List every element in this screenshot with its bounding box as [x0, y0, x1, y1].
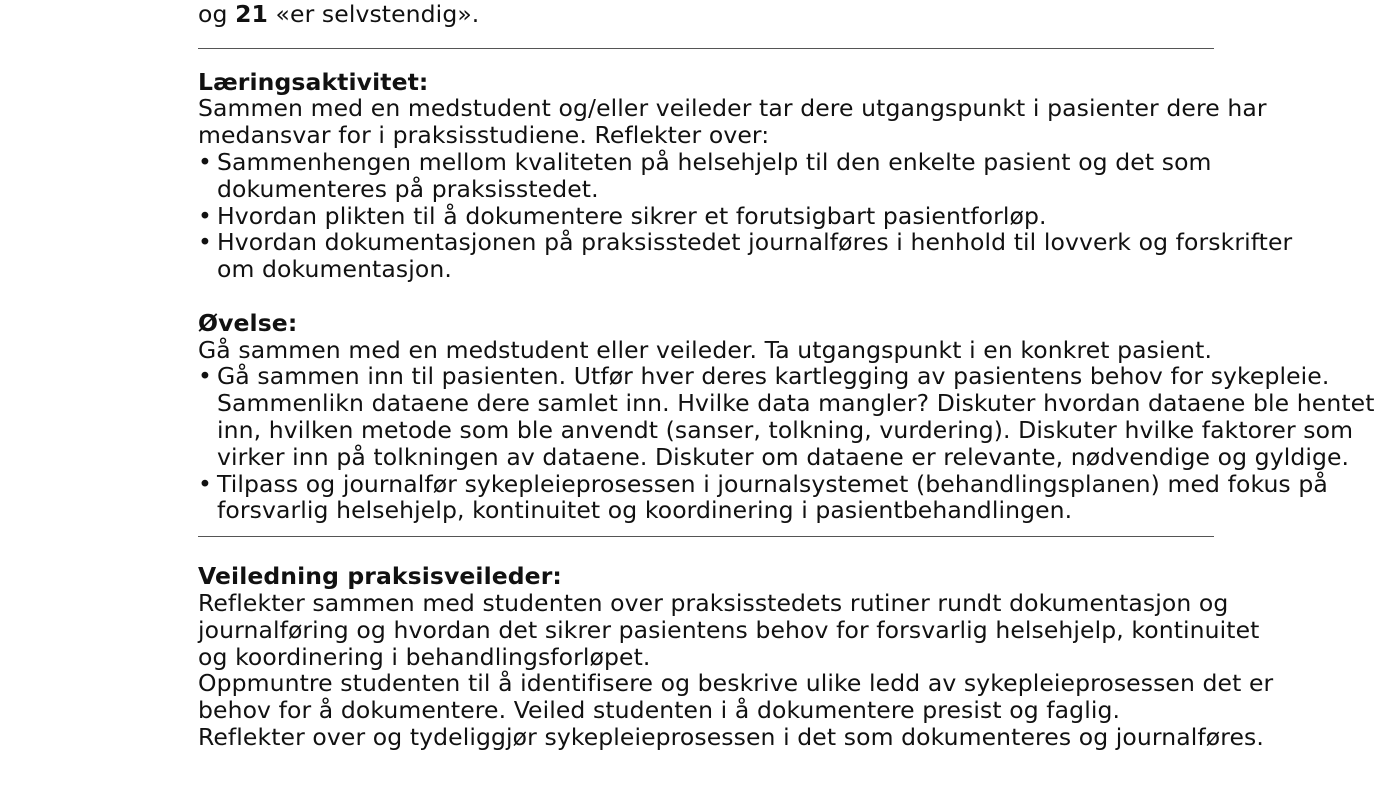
- bullet-icon: •: [198, 362, 212, 391]
- bullet-icon: •: [198, 201, 212, 230]
- bullet-continuation: virker inn på tolkningen av dataene. Diskuter om dataene er relevante, nødvendige og gyldige.: [217, 442, 1350, 471]
- bullet-text: Hvordan dokumentasjonen på praksisstedet journalføres i henhold til lovverk og forskrifter: [217, 228, 1293, 257]
- paragraph-line: Reflekter over og tydeliggjør sykepleieprosessen i det som dokumenteres og journalføres.: [198, 722, 1264, 751]
- paragraph-line: journalføring og hvordan det sikrer pasientens behov for forsvarlig helsehjelp, kontinuitet: [198, 615, 1260, 644]
- point-21: 21: [235, 0, 268, 28]
- intro-text: og: [198, 0, 236, 28]
- point-20: [699, 0, 732, 1]
- paragraph-line: Gå sammen med en medstudent eller veileder. Ta utgangspunkt i en konkret pasient.: [198, 335, 1213, 364]
- bullet-item: [198, 149, 1214, 176]
- paragraph-line: og koordinering i behandlingsforløpet.: [198, 642, 651, 671]
- bullet-continuation: inn, hvilken metode som ble anvendt (sanser, tolkning, vurdering). Diskuter hvilke faktorer som: [217, 415, 1354, 444]
- intro-text: [732, 0, 1274, 1]
- guidance-heading: Veiledning praksisveileder:: [198, 562, 562, 591]
- paragraph-line: Reflekter sammen med studenten over praksisstedets rutiner rundt dokumentasjon og: [198, 588, 1229, 617]
- learning-heading: Læringsaktivitet:: [198, 67, 429, 96]
- intro-line-2: [198, 1, 1214, 28]
- bullet-text: Hvordan plikten til å dokumentere sikrer et forutsigbart pasientforløp.: [217, 201, 1047, 230]
- bullet-text: Tilpass og journalfør sykepleieprosessen i journalsystemet (behandlingsplanen) med fokus på: [217, 469, 1328, 498]
- bullet-item: [198, 203, 1214, 230]
- bullet-item: [198, 362, 1330, 391]
- bullet-continuation: om dokumentasjon.: [217, 255, 452, 284]
- bullet-icon: •: [198, 228, 212, 257]
- bullet-item: [198, 469, 1328, 498]
- bullet-continuation: dokumenteres på praksisstedet.: [217, 174, 599, 203]
- paragraph-line: medansvar for i praksisstudiene. Reflekter over:: [198, 121, 770, 150]
- paragraph-line: behov for å dokumentere. Veiled studenten i å dokumentere presist og faglig.: [198, 696, 1121, 725]
- bullet-text: Gå sammen inn til pasienten. Utfør hver deres kartlegging av pasientens behov for sykepleie.: [217, 362, 1330, 391]
- intro-text: [475, 0, 700, 1]
- exercise-heading: Øvelse:: [198, 308, 298, 337]
- paragraph-line: Oppmuntre studenten til å identifisere og beskrive ulike ledd av sykepleieprosessen det er: [198, 669, 1274, 698]
- bullet-icon: •: [198, 147, 212, 176]
- bullet-item: [198, 228, 1293, 257]
- bullet-continuation: forsvarlig helsehjelp, kontinuitet og koordinering i pasientbehandlingen.: [217, 496, 1073, 525]
- bullet-text: Sammenhengen mellom kvaliteten på helsehjelp til den enkelte pasient og det som: [217, 147, 1212, 176]
- intro-text: «er selvstendig».: [267, 0, 480, 28]
- paragraph-line: Sammen med en medstudent og/eller veileder tar dere utgangspunkt i pasienter dere har: [198, 94, 1267, 123]
- bullet-continuation: Sammenlikn dataene dere samlet inn. Hvilke data mangler? Diskuter hvordan dataene ble hentet: [217, 389, 1375, 418]
- bullet-icon: •: [198, 469, 212, 498]
- document-page: [198, 0, 1375, 751]
